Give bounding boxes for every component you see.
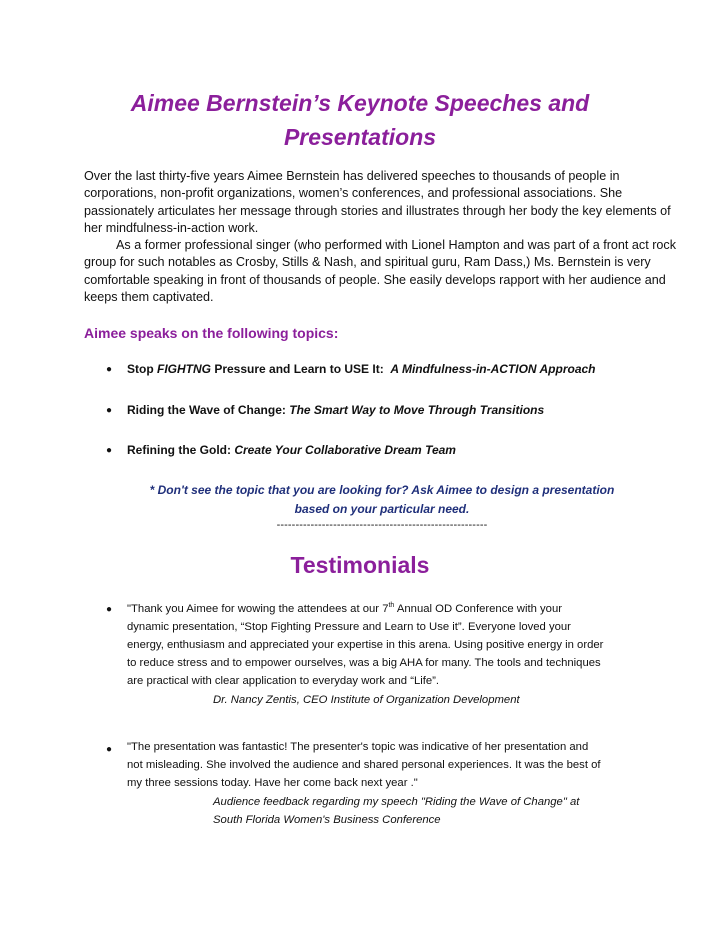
testimonial-1-line-5: are practical with clear application to everyday work and “Life”. — [127, 675, 440, 688]
testimonial-2-line-2: not misleading. She involved the audience and shared personal experiences. It was the best of — [127, 759, 601, 772]
section-divider: -------------------------------------------------------- — [276, 519, 488, 531]
note-line-2: based on your particular need. — [294, 502, 470, 516]
topic-item-3: ● Refining the Gold: Create Your Collaborative Dream Team — [106, 443, 456, 457]
topic-subtitle: A Mindfulness-in-ACTION Approach — [390, 362, 596, 376]
topic-item-2: ● Riding the Wave of Change: The Smart Way to Move Through Transitions — [106, 403, 545, 417]
testimonial-1-attribution: Dr. Nancy Zentis, CEO Institute of Organization Development — [213, 694, 520, 706]
custom-topic-note — [130, 481, 634, 519]
title-line-1: Aimee Bernstein’s Keynote Speeches and — [130, 90, 590, 116]
topics-heading: Aimee speaks on the following topics: — [84, 325, 339, 341]
page-title — [60, 86, 660, 154]
testimonial-2-line-1: "The presentation was fantastic! The presenter's topic was indicative of her presentation and — [127, 741, 589, 753]
topic-subtitle: Create Your Collaborative Dream Team — [234, 443, 456, 457]
intro-section — [84, 168, 684, 306]
testimonial-2 — [127, 738, 647, 792]
testimonial-2-line-3: my three sessions today. Have her come back next year ." — [127, 777, 418, 790]
testimonial-1-line-2: dynamic presentation, “Stop Fighting Pressure and Learn to Use it”. Everyone loved your — [127, 621, 571, 634]
testimonials-heading: Testimonials — [290, 552, 430, 578]
bullet-icon: ● — [106, 405, 113, 416]
bullet-icon: ● — [106, 744, 113, 755]
testimonial-2-attribution: Audience feedback regarding my speech "Riding the Wave of Change" at South Florida Women's Business Conference — [213, 796, 580, 827]
testimonial-1-line-3: energy, enthusiasm and appreciated your expertise in this arena. Using positive energy in order — [127, 639, 604, 652]
intro-paragraph-2: As a former professional singer (who performed with Lionel Hampton and was part of a front act rock group for such notables as Crosby, Stills & Nash, and spiritual guru, Ram Dass,) Ms. Bernstein is very comfortable speaking in front of thousands of people. She easily develops rapport with her audience and keeps them captivated. — [84, 238, 676, 305]
intro-paragraph-1: Over the last thirty-five years Aimee Bernstein has delivered speeches to thousands of people in corporations, non-profit organizations, women’s conferences, and professional associations. She passionately articulates her message through stories and illustrates through her body the key elements of her mindfulness-in-action work. — [84, 169, 671, 235]
bullet-icon: ● — [106, 604, 113, 615]
testimonial-1-line-4: to reduce stress and to empower ourselves, was a big AHA for many. The tools and techniques — [127, 657, 601, 670]
title-line-2: Presentations — [283, 124, 437, 150]
topic-subtitle: The Smart Way to Move Through Transitions — [289, 403, 545, 417]
topic-item-1: ● Stop FIGHTNG Pressure and Learn to USE It: A Mindfulness-in-ACTION Approach — [106, 362, 596, 376]
bullet-icon: ● — [106, 364, 113, 375]
bullet-icon: ● — [106, 445, 113, 456]
note-line-1: * Don't see the topic that you are looking for? Ask Aimee to design a presentation — [149, 483, 615, 497]
testimonial-1 — [127, 600, 647, 690]
testimonial-1-line-1: "Thank you Aimee for wowing the attendees at our 7th Annual OD Conference with your — [127, 602, 562, 615]
